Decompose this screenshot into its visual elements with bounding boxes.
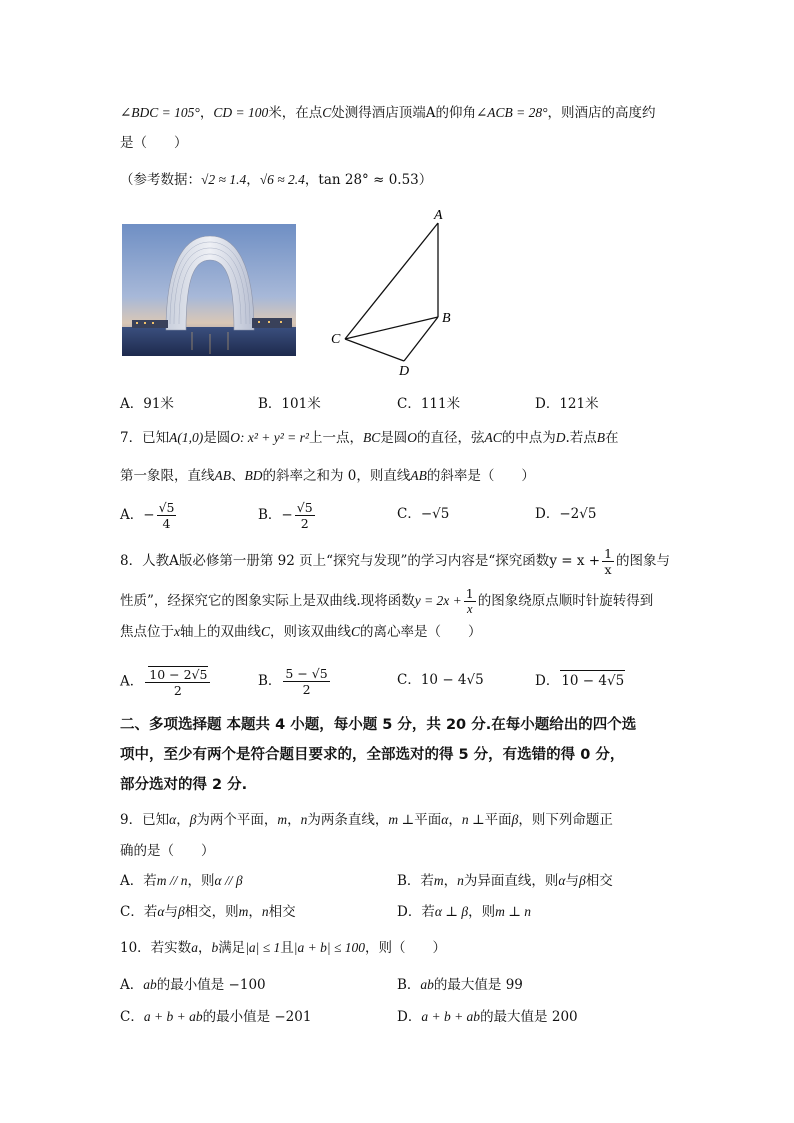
q7-text: 第一象限，直线 bbox=[120, 468, 215, 484]
q10-text: ，则（ ） bbox=[364, 940, 446, 956]
q9-option-c[interactable] bbox=[120, 902, 296, 922]
sqrt-expression: 10 − 4√5 bbox=[560, 670, 625, 691]
minus-sign: − bbox=[420, 506, 433, 522]
q7-line1 bbox=[120, 428, 619, 448]
q8-option-a[interactable] bbox=[120, 666, 212, 698]
q9-line1 bbox=[120, 810, 613, 830]
point-o: O bbox=[407, 430, 417, 445]
q7-text: 是圆 bbox=[203, 430, 231, 446]
hyperbola-c: C bbox=[351, 624, 361, 639]
q7-text: 的直径，弦 bbox=[416, 430, 485, 446]
func-y-2x: y = 2x + bbox=[414, 593, 462, 608]
label-a: A bbox=[434, 208, 443, 223]
fraction bbox=[464, 586, 476, 617]
comma: ， bbox=[448, 812, 462, 828]
denominator: x bbox=[604, 562, 612, 577]
var-a: a bbox=[191, 940, 198, 955]
cd-length: CD = 100 bbox=[213, 105, 269, 120]
fraction bbox=[145, 666, 210, 698]
q6-option-a[interactable]: A．91米 bbox=[120, 396, 174, 412]
sqrt-expression: 10 − 2√5 bbox=[149, 667, 208, 682]
minus-sign: − bbox=[281, 507, 293, 523]
q9-text: 平面 bbox=[484, 812, 512, 828]
option-label: D． bbox=[535, 673, 560, 689]
q7-line2 bbox=[120, 466, 535, 486]
q9-text: ，则 bbox=[468, 904, 496, 920]
q10-option-a[interactable] bbox=[120, 975, 266, 995]
q9-text: 与 bbox=[164, 904, 178, 920]
condition-a: |a| ≤ 1 bbox=[245, 940, 281, 955]
condition-ab: |a + b| ≤ 100 bbox=[293, 940, 365, 955]
option-label: C． bbox=[397, 506, 421, 522]
q8-option-b[interactable] bbox=[258, 666, 332, 697]
q10-number: 10．若实数 bbox=[120, 940, 192, 956]
comma: ， bbox=[287, 812, 301, 828]
minus-sign: − bbox=[143, 507, 155, 523]
q8-line1 bbox=[120, 546, 670, 577]
q7-option-c[interactable] bbox=[397, 504, 449, 524]
n-perp: n ⊥ bbox=[461, 812, 485, 827]
numerator: 1 bbox=[604, 546, 613, 561]
numerator: 1 bbox=[465, 586, 474, 601]
option-label: C． bbox=[120, 1009, 144, 1025]
m-parallel-n: m // n bbox=[156, 873, 188, 888]
q8-text: 的图象绕原点顺时针旋转得到 bbox=[477, 593, 654, 609]
ref-prefix: （参考数据： bbox=[120, 172, 201, 188]
q7-text: 、 bbox=[231, 468, 245, 484]
line-ac bbox=[345, 223, 438, 339]
section2-line2: 项中，至少有两个是符合题目要求的，全部选对的得 5 分，有选错的得 0 分， bbox=[120, 747, 625, 763]
line-ab-label: AB bbox=[214, 468, 231, 483]
q7-text: .若点 bbox=[565, 430, 597, 446]
q7-option-a[interactable] bbox=[120, 500, 178, 531]
q8-line3 bbox=[120, 622, 482, 642]
point-d: D bbox=[555, 430, 566, 445]
denominator: 2 bbox=[302, 682, 311, 697]
alpha-perp-beta: α ⊥ β bbox=[434, 904, 469, 919]
q8-text: ，则该双曲线 bbox=[270, 624, 352, 640]
denominator: 2 bbox=[173, 683, 182, 698]
section2-line1: 二、多项选择题 本题共 4 小题，每小题 5 分，共 20 分.在每小题给出的四个选 bbox=[120, 717, 637, 733]
line-n: n bbox=[261, 904, 269, 919]
fraction bbox=[295, 500, 315, 531]
option-label: D． bbox=[397, 1009, 422, 1025]
comma: ， bbox=[176, 812, 190, 828]
ref-suffix: ） bbox=[418, 172, 433, 188]
q7-text: 的中点为 bbox=[501, 430, 556, 446]
q10-text: 满足 bbox=[218, 940, 246, 956]
circle-equation: O: x² + y² = r² bbox=[230, 430, 309, 445]
q9-option-a[interactable] bbox=[120, 871, 243, 891]
q9-text: ，则 bbox=[187, 873, 215, 889]
q10-option-c[interactable] bbox=[120, 1007, 311, 1027]
q7-number: 7．已知 bbox=[120, 430, 170, 446]
q9-number: 9．已知 bbox=[120, 812, 170, 828]
numerator: √5 bbox=[158, 500, 175, 515]
q10-text: 的最小值是 −100 bbox=[156, 977, 266, 993]
plane-beta: β bbox=[189, 812, 197, 827]
q9-text: ，则下列命题正 bbox=[518, 812, 613, 828]
denominator: 2 bbox=[300, 516, 309, 531]
sqrt-five: √5 bbox=[432, 506, 450, 522]
label-d: D bbox=[399, 364, 410, 379]
q9-text: 为两个平面， bbox=[196, 812, 278, 828]
geometry-diagram bbox=[325, 205, 465, 380]
q10-text: 的最大值是 200 bbox=[480, 1009, 578, 1025]
q6-option-b[interactable]: B．101米 bbox=[258, 396, 321, 412]
q6-text: ，则酒店的高度约 bbox=[547, 105, 656, 121]
alpha-parallel-beta: α // β bbox=[214, 873, 243, 888]
numerator: 5 − √5 bbox=[285, 666, 328, 681]
numerator: √5 bbox=[296, 500, 313, 515]
q9-text: 为两条直线， bbox=[307, 812, 389, 828]
line-n: n bbox=[300, 812, 308, 827]
option-label: A．若 bbox=[120, 873, 157, 889]
plane-beta: β bbox=[511, 812, 519, 827]
q9-text: 与 bbox=[565, 873, 580, 889]
q7-text: 是圆 bbox=[380, 430, 408, 446]
sqrt-five: √5 bbox=[579, 506, 597, 522]
var-b: b bbox=[211, 940, 219, 955]
comma: ， bbox=[248, 904, 262, 920]
m-perp-n: m ⊥ n bbox=[495, 904, 532, 919]
q9-text: 相交 bbox=[585, 873, 613, 889]
coefficient: −2 bbox=[559, 506, 580, 522]
plane-beta: β bbox=[579, 873, 586, 888]
option-label: D．若 bbox=[397, 904, 435, 920]
comma: ， bbox=[197, 940, 212, 956]
q7-text: 上一点， bbox=[308, 430, 363, 446]
q6-reference: （参考数据：√2 ≈ 1.4，√6 ≈ 2.4，tan 28° ≈ 0.53） bbox=[120, 172, 433, 188]
angle-acb: ∠ACB = 28° bbox=[475, 105, 548, 120]
q8-text: 的离心率是（ ） bbox=[360, 624, 482, 640]
line-m: m bbox=[238, 904, 249, 919]
q8-text: 性质”，经探究它的图象实际上是双曲线.现将函数 bbox=[120, 593, 415, 609]
q6-text: 米，在点 bbox=[268, 105, 323, 121]
line-ab-label: AB bbox=[410, 468, 427, 483]
q7-option-b[interactable] bbox=[258, 500, 317, 531]
q10-option-d[interactable] bbox=[397, 1007, 578, 1027]
q9-text: 相交，则 bbox=[184, 904, 239, 920]
func-y-x: y = x + bbox=[549, 553, 601, 569]
q7-text: 的斜率是（ ） bbox=[426, 468, 535, 484]
seg-bc: BC bbox=[362, 430, 381, 445]
option-label: A． bbox=[120, 673, 144, 690]
option-label: B． bbox=[397, 977, 421, 993]
option-value: 10 − 4√5 bbox=[420, 672, 484, 688]
option-label: B． bbox=[258, 673, 282, 689]
comma: ， bbox=[443, 873, 458, 889]
q6-option-d[interactable]: D．121米 bbox=[535, 396, 599, 412]
line-bd-label: BD bbox=[244, 468, 263, 483]
label-c: C bbox=[331, 332, 341, 347]
q8-option-c[interactable] bbox=[397, 670, 484, 690]
ref-sqrt2: √2 ≈ 1.4 bbox=[201, 172, 247, 187]
product-ab: ab bbox=[420, 977, 434, 992]
hotel-photo bbox=[122, 224, 296, 356]
option-label: A． bbox=[120, 977, 144, 993]
q10-option-b[interactable] bbox=[397, 975, 523, 995]
q6-option-c[interactable]: C．111米 bbox=[397, 396, 461, 412]
m-perp: m ⊥ bbox=[388, 812, 415, 827]
q8-text: 焦点位于 bbox=[120, 624, 174, 640]
line-m: m bbox=[433, 873, 444, 888]
q7-text: 在 bbox=[605, 430, 619, 446]
denominator: x bbox=[466, 602, 473, 616]
line-cd bbox=[345, 339, 404, 361]
product-ab: ab bbox=[143, 977, 157, 992]
point-a: A(1,0) bbox=[169, 430, 204, 445]
q7-option-d[interactable] bbox=[535, 504, 596, 524]
point-c: C bbox=[322, 105, 332, 120]
axis-x: x bbox=[174, 624, 180, 639]
q9-text: 为异面直线，则 bbox=[463, 873, 559, 889]
fraction bbox=[157, 500, 177, 531]
q10-text: 的最小值是 −201 bbox=[202, 1009, 312, 1025]
q7-text: 的斜率之和为 0，则直线 bbox=[262, 468, 411, 484]
plane-alpha: α bbox=[157, 904, 165, 919]
seg-ac: AC bbox=[484, 430, 502, 445]
plane-alpha: α bbox=[558, 873, 566, 888]
section2-line3: 部分选对的得 2 分. bbox=[120, 777, 248, 793]
q9-line2: 确的是（ ） bbox=[120, 843, 215, 859]
q10-text: 且 bbox=[280, 940, 294, 956]
q10-text: 的最大值是 99 bbox=[433, 977, 523, 993]
line-n: n bbox=[457, 873, 464, 888]
q8-text: 的图象与 bbox=[616, 553, 671, 569]
hyperbola-c: C bbox=[261, 624, 271, 639]
plane-alpha: α bbox=[169, 812, 177, 827]
q8-option-d[interactable] bbox=[535, 670, 625, 691]
q8-text: 轴上的双曲线 bbox=[180, 624, 261, 640]
option-label: B．若 bbox=[397, 873, 434, 889]
q8-line2 bbox=[120, 586, 653, 617]
plane-alpha: α bbox=[441, 812, 449, 827]
expression: a + b + ab bbox=[421, 1009, 481, 1024]
fraction bbox=[602, 546, 614, 577]
q9-option-d[interactable] bbox=[397, 902, 531, 922]
angle-bdc: ∠BDC = 105° bbox=[120, 105, 200, 120]
line-m: m bbox=[277, 812, 288, 827]
option-label: D． bbox=[535, 506, 560, 522]
option-label: B． bbox=[258, 507, 282, 523]
q9-text: 平面 bbox=[414, 812, 442, 828]
q10-line1 bbox=[120, 938, 446, 958]
numerator bbox=[145, 666, 210, 683]
ref-sqrt6: √6 ≈ 2.4 bbox=[259, 172, 305, 187]
option-label: C． bbox=[397, 672, 421, 688]
q6-line2: 是（ ） bbox=[120, 135, 188, 151]
option-label: C．若 bbox=[120, 904, 158, 920]
ref-tan28: tan 28° ≈ 0.53 bbox=[318, 172, 419, 188]
label-b: B bbox=[442, 311, 451, 326]
point-b: B bbox=[596, 430, 606, 445]
q8-text: 8．人教A版必修第一册第 92 页上“探究与发现”的学习内容是“探究函数 bbox=[120, 553, 550, 569]
q6-line1: ∠BDC = 105°，CD = 100米，在点C处测得酒店顶端A的仰角∠ACB = 28°，则酒店的高度约 bbox=[120, 105, 656, 121]
option-label: A． bbox=[120, 507, 144, 523]
q9-option-b[interactable] bbox=[397, 871, 613, 891]
q9-text: 相交 bbox=[268, 904, 296, 920]
q6-text: 处测得酒店顶端A的仰角 bbox=[331, 105, 476, 121]
denominator: 4 bbox=[162, 516, 171, 531]
expression: a + b + ab bbox=[143, 1009, 203, 1024]
plane-beta: β bbox=[177, 904, 185, 919]
fraction bbox=[283, 666, 329, 697]
